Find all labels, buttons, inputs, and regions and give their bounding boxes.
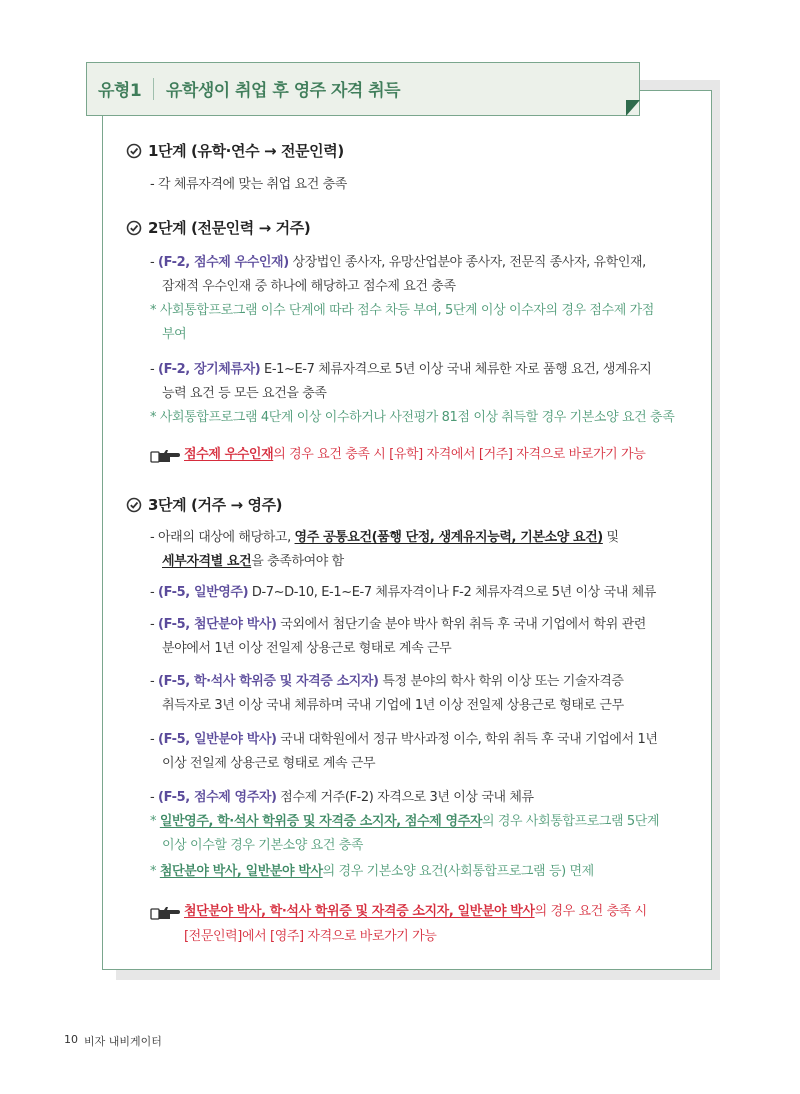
stage3-note2: * 첨단분야 박사, 일반분야 박사의 경우 기본소양 요건(사회통합프로그램 등) 면제 — [150, 864, 594, 879]
stage3-tip-line1: 첨단분야 박사, 학·석사 학위증 및 자격증 소지자, 일반분야 박사의 경우 요건 충족 시 — [184, 904, 647, 919]
stage3-item1-label: (F-5, 일반영주) — [158, 585, 249, 600]
stage3-item4-line1: - (F-5, 일반분야 박사) 국내 대학원에서 정규 박사과정 이수, 학위 취득 후 국내 기업에서 1년 — [150, 732, 658, 747]
stage2-heading — [126, 217, 310, 238]
stage3-item5-label: (F-5, 점수제 영주자) — [158, 790, 277, 805]
stage3-tip-highlight: 첨단분야 박사, 학·석사 학위증 및 자격증 소지자, 일반분야 박사 — [184, 904, 535, 919]
common-requirements: 영주 공통요건(품행 단정, 생계유지능력, 기본소양 요건) — [294, 530, 603, 545]
pointing-hand-icon — [150, 448, 180, 464]
stage2-item2-note: * 사회통합프로그램 4단계 이상 이수하거나 사전평가 81점 이상 취득할 경우 기본소양 요건 충족 — [150, 410, 675, 425]
stage2-title: 2단계 (전문인력 → 거주) — [148, 219, 311, 237]
stage2-tip: 점수제 우수인재의 경우 요건 충족 시 [유학] 자격에서 [거주] 자격으로 바로가기 가능 — [184, 447, 646, 462]
banner-tag: 유형1 — [98, 81, 142, 101]
pointing-hand-icon — [150, 905, 180, 921]
stage3-item4-label: (F-5, 일반분야 박사) — [158, 732, 277, 747]
stage2-item1-line2: 잠재적 우수인재 중 하나에 해당하고 점수제 요건 충족 — [162, 279, 456, 294]
stage2-item1-note: * 사회통합프로그램 이수 단계에 따라 점수 차등 부여, 5단계 이상 이수자의 경우 점수제 가점 — [150, 303, 654, 318]
stage3-item4-line2: 이상 전일제 상용근로 형태로 계속 근무 — [162, 756, 376, 771]
check-circle-icon — [126, 220, 142, 236]
check-circle-icon — [126, 497, 142, 513]
check-circle-icon — [126, 143, 142, 159]
page-number: 10 — [64, 1033, 78, 1046]
footer-title: 비자 내비게이터 — [84, 1035, 162, 1048]
stage3-item5: - (F-5, 점수제 영주자) 점수제 거주(F-2) 자격으로 3년 이상 국내 체류 — [150, 790, 534, 805]
stage3-intro-line2: 세부자격별 요건을 충족하여야 함 — [162, 554, 344, 569]
stage3-heading — [126, 494, 282, 515]
stage3-item3-label: (F-5, 학·석사 학위증 및 자격증 소지자) — [158, 674, 379, 689]
stage3-note1-line2: 이상 이수할 경우 기본소양 요건 충족 — [162, 838, 364, 853]
stage2-item2-label: (F-2, 장기체류자) — [158, 362, 261, 377]
stage2-item2-line1: - (F-2, 장기체류자) E-1~E-7 체류자격으로 5년 이상 국내 체류한 자로 품행 요건, 생계유지 — [150, 362, 652, 377]
stage2-item1-line1: - (F-2, 점수제 우수인재) 상장법인 종사자, 유망산업분야 종사자, 전문직 종사자, 유학인재, — [150, 255, 646, 270]
stage3-item2-line2: 분야에서 1년 이상 전일제 상용근로 형태로 계속 근무 — [162, 641, 452, 656]
banner-fold — [626, 100, 640, 116]
stage3-note1-line1: * 일반영주, 학·석사 학위증 및 자격증 소지자, 점수제 영주자의 경우 사회통합프로그램 5단계 — [150, 814, 660, 829]
stage3-item1: - (F-5, 일반영주) D-7~D-10, E-1~E-7 체류자격이나 F-2 체류자격으로 5년 이상 국내 체류 — [150, 585, 656, 600]
stage3-item2-label: (F-5, 첨단분야 박사) — [158, 617, 277, 632]
stage1-line: - 각 체류자격에 맞는 취업 요건 충족 — [150, 177, 347, 192]
stage2-item1-note-cont: 부여 — [162, 327, 187, 342]
banner-divider — [153, 78, 154, 100]
stage3-item2-line1: - (F-5, 첨단분야 박사) 국외에서 첨단기술 분야 박사 학위 취득 후 국내 기업에서 학위 관련 — [150, 617, 646, 632]
detailed-requirements: 세부자격별 요건 — [162, 554, 252, 569]
stage3-intro-line1: - 아래의 대상에 해당하고, 영주 공통요건(품행 단정, 생계유지능력, 기본소양 요건) 및 — [150, 530, 619, 545]
stage3-item3-line1: - (F-5, 학·석사 학위증 및 자격증 소지자) 특정 분야의 학사 학위 이상 또는 기술자격증 — [150, 674, 624, 689]
stage1-title: 1단계 (유학·연수 → 전문인력) — [148, 142, 344, 160]
banner-title: 유학생이 취업 후 영주 자격 취득 — [166, 81, 401, 101]
stage1-heading — [126, 140, 344, 161]
stage3-note1-highlight: 일반영주, 학·석사 학위증 및 자격증 소지자, 점수제 영주자 — [159, 814, 482, 829]
stage3-note2-highlight: 첨단분야 박사, 일반분야 박사 — [159, 864, 323, 879]
stage3-item3-line2: 취득자로 3년 이상 국내 체류하며 국내 기업에 1년 이상 전일제 상용근로 형태로 근무 — [162, 698, 624, 713]
stage2-item1-label: (F-2, 점수제 우수인재) — [158, 255, 289, 270]
stage2-tip-highlight: 점수제 우수인재 — [184, 447, 274, 462]
stage3-title: 3단계 (거주 → 영주) — [148, 496, 283, 514]
stage2-item2-line2: 능력 요건 등 모든 요건을 충족 — [162, 386, 327, 401]
stage3-tip-line2: [전문인력]에서 [영주] 자격으로 바로가기 가능 — [184, 929, 437, 944]
